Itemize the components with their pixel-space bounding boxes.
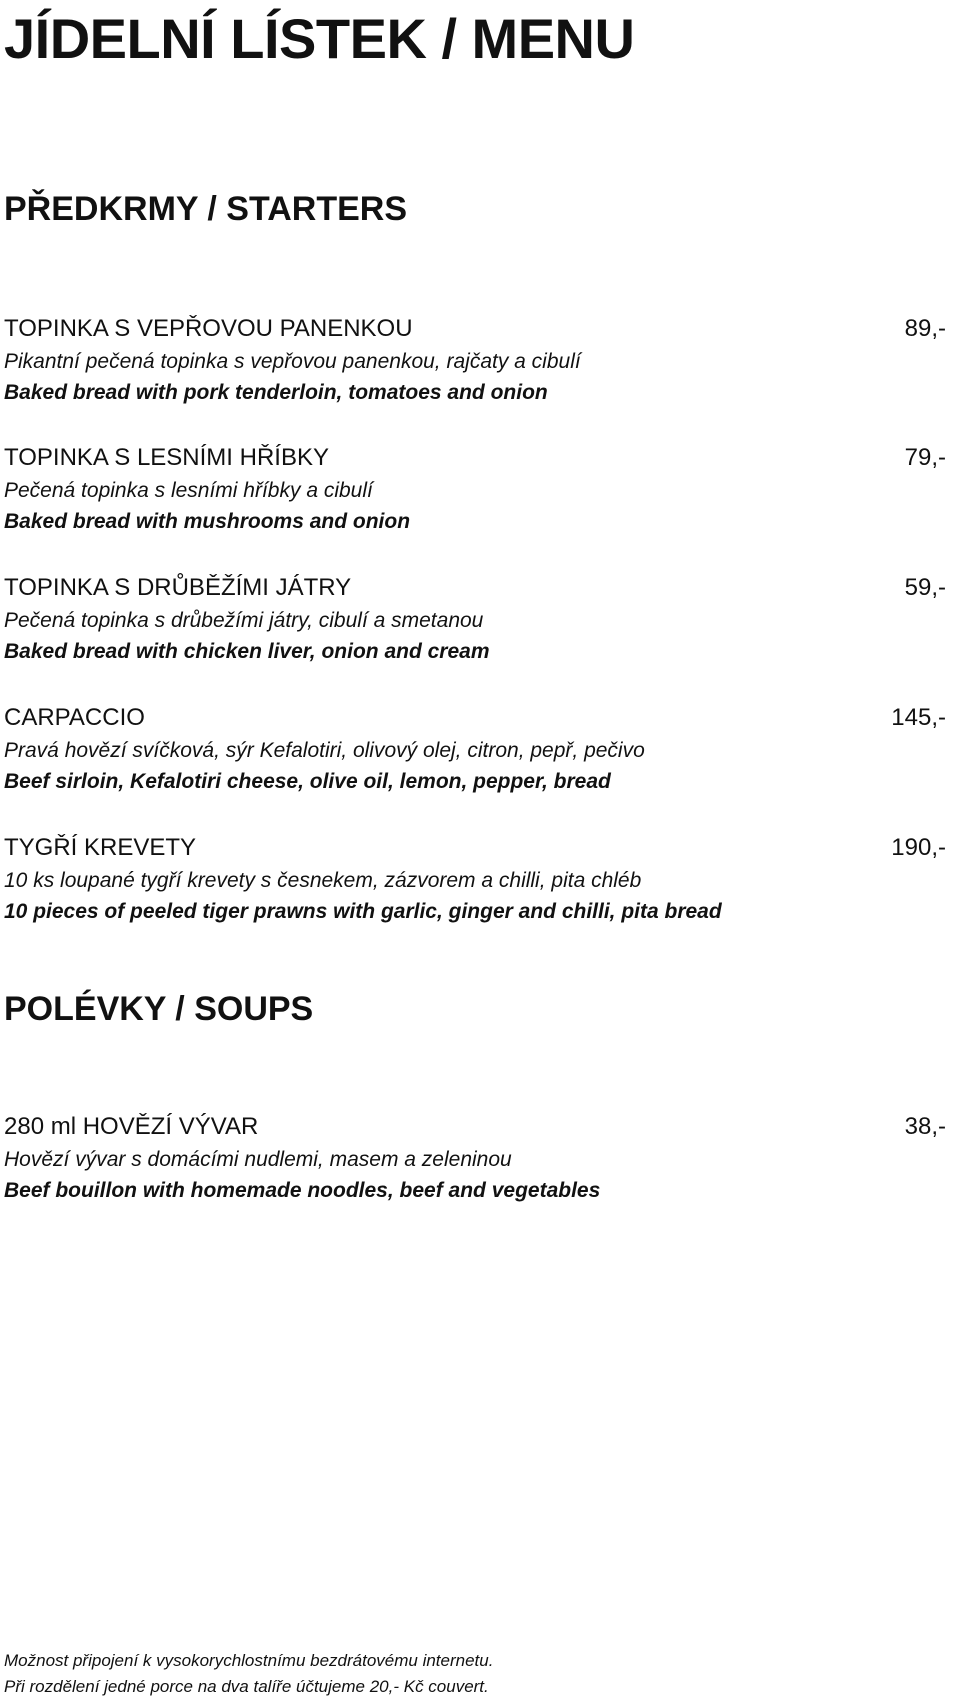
item-price: 145,- [891,704,946,731]
footer-notes [4,1648,493,1700]
item-description-en: Beef bouillon with homemade noodles, beef and vegetables [4,1179,601,1202]
item-name: TOPINKA S DRŮBĚŽÍMI JÁTRY [4,574,352,601]
item-description-cz: Hovězí vývar s domácími nudlemi, masem a zeleninou [4,1148,512,1171]
menu-item [4,701,946,797]
item-description-cz: Pečená topinka s lesními hříbky a cibulí [4,479,373,502]
item-name: 280 ml HOVĚZÍ VÝVAR [4,1113,259,1140]
item-description-cz: 10 ks loupané tygří krevety s česnekem, zázvorem a chilli, pita chléb [4,869,642,892]
item-description-cz: Pikantní pečená topinka s vepřovou panenkou, rajčaty a cibulí [4,350,581,373]
item-price: 190,- [891,834,946,861]
menu-item [4,571,946,667]
menu-item [4,312,946,408]
item-name: TOPINKA S LESNÍMI HŘÍBKY [4,444,329,471]
menu-item [4,441,946,537]
footer-couvert-note: Při rozdělení jedné porce na dva talíře účtujeme 20,- Kč couvert. [4,1677,489,1696]
item-description-cz: Pravá hovězí svíčková, sýr Kefalotiri, olivový olej, citron, pepř, pečivo [4,739,645,762]
menu-item [4,1110,946,1206]
footer-wifi-note: Možnost připojení k vysokorychlostnímu bezdrátovému internetu. [4,1651,494,1670]
item-name: CARPACCIO [4,704,145,731]
item-price: 38,- [904,1113,946,1140]
item-name: TOPINKA S VEPŘOVOU PANENKOU [4,315,413,342]
item-name: TYGŘÍ KREVETY [4,834,197,861]
page-title: JÍDELNÍ LÍSTEK / MENU [4,7,635,70]
item-description-en: Baked bread with mushrooms and onion [4,510,411,533]
item-description-en: Beef sirloin, Kefalotiri cheese, olive oil, lemon, pepper, bread [4,770,611,793]
item-price: 89,- [904,315,946,342]
item-description-en: Baked bread with pork tenderloin, tomatoes and onion [4,381,548,404]
section-title-starters: PŘEDKRMY / STARTERS [4,190,408,228]
item-description-en: 10 pieces of peeled tiger prawns with garlic, ginger and chilli, pita bread [4,900,722,923]
item-description-en: Baked bread with chicken liver, onion and cream [4,640,490,663]
item-price: 79,- [904,444,946,471]
section-title-soups: POLÉVKY / SOUPS [4,990,314,1028]
menu-item [4,831,946,927]
item-description-cz: Pečená topinka s drůbežími játry, cibulí a smetanou [4,609,484,632]
item-price: 59,- [904,574,946,601]
